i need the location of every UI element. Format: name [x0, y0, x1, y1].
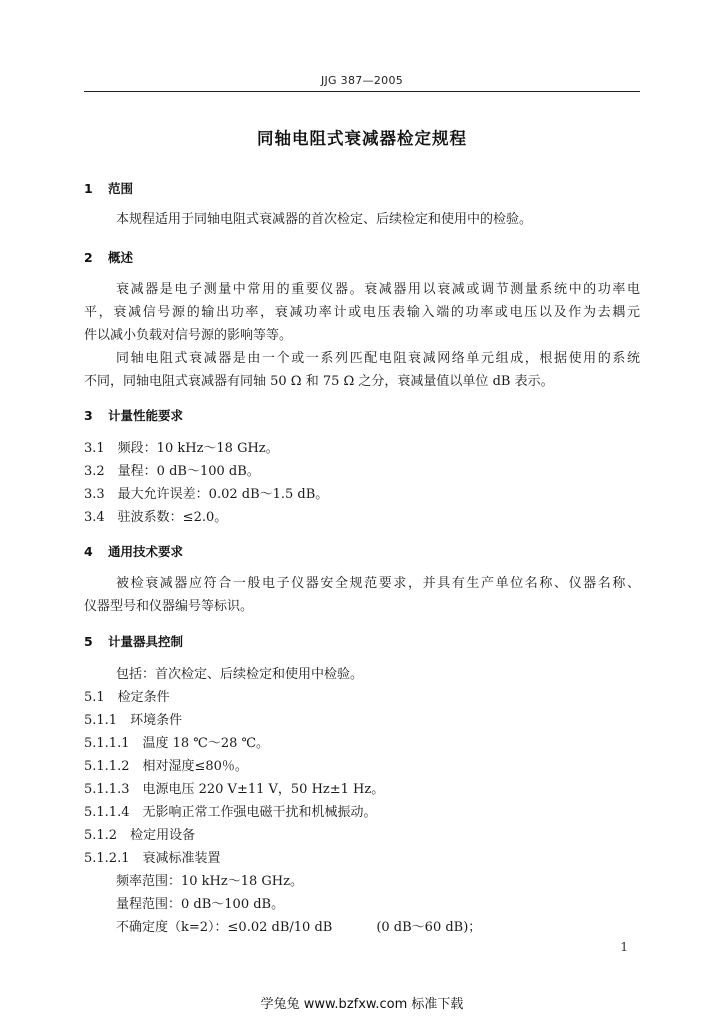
clause-5-1-2-1: 5.1.2.1 衰减标准装置	[84, 851, 221, 866]
paragraph-line: 同轴电阻式衰减器是由一个或一系列匹配电阻衰减网络单元组成，根据使用的系统	[116, 351, 640, 366]
document-code-header: JJG 387—2005	[320, 74, 404, 87]
section-title: 通用技术要求	[108, 544, 184, 559]
footer-watermark[interactable]: 学兔兔 www.bzfxw.com 标准下载	[260, 997, 464, 1012]
paragraph-line: 不同，同轴电阻式衰减器有同轴 50 Ω 和 75 Ω 之分，衰减量值以单位 dB 表示。	[84, 374, 554, 389]
paragraph-line: 被检衰减器应符合一般电子仪器安全规范要求，并具有生产单位名称、仪器名称、	[116, 576, 640, 591]
clause-5-1-1-1: 5.1.1.1 温度 18 ℃～28 ℃。	[84, 736, 270, 751]
clause-5-1: 5.1 检定条件	[84, 690, 170, 705]
paragraph-line: 仪器型号和仪器编号等标识。	[84, 599, 254, 614]
section-title: 计量器具控制	[108, 634, 184, 649]
clause-5-1-1-2: 5.1.1.2 相对湿度≤80％。	[84, 759, 248, 774]
section-2-heading	[84, 250, 133, 266]
paragraph-line: 件以减小负载对信号源的影响等等。	[84, 328, 293, 343]
uncertainty-line	[116, 920, 481, 936]
header-rule	[84, 91, 640, 92]
section-number: 3	[84, 408, 93, 423]
section-number: 2	[84, 250, 93, 265]
clause-5-1-1-3: 5.1.1.3 电源电压 220 V±11 V，50 Hz±1 Hz。	[84, 782, 385, 797]
paragraph-line: 平，衰减信号源的输出功率，衰减功率计或电压表输入端的功率或电压以及作为去耦元	[84, 305, 640, 320]
document-title: 同轴电阻式衰减器检定规程	[257, 129, 467, 148]
spec-item: 3.1 频段：10 kHz～18 GHz。	[84, 441, 279, 456]
section-title: 计量性能要求	[108, 408, 184, 423]
section-title: 概述	[108, 250, 134, 265]
section-1-heading	[84, 181, 133, 197]
spec-item: 3.2 量程：0 dB～100 dB。	[84, 464, 260, 479]
clause-5-1-1: 5.1.1 环境条件	[84, 713, 183, 728]
paragraph-line: 衰减器是电子测量中常用的重要仪器。衰减器用以衰减或调节测量系统中的功率电	[116, 282, 640, 297]
section-5-intro: 包括：首次检定、后续检定和使用中检验。	[116, 667, 364, 682]
section-number: 4	[84, 544, 93, 559]
section-title: 范围	[108, 181, 134, 196]
section-number: 5	[84, 634, 93, 649]
section-5-heading	[84, 634, 183, 650]
section-3-heading	[84, 408, 183, 424]
section-4-heading	[84, 544, 183, 560]
frequency-range: 频率范围：10 kHz～18 GHz。	[116, 874, 303, 889]
page-number: 1	[620, 940, 628, 954]
spec-item: 3.4 驻波系数：≤2.0。	[84, 510, 228, 525]
measurement-range: 量程范围：0 dB～100 dB。	[116, 897, 285, 912]
spec-item: 3.3 最大允许误差：0.02 dB～1.5 dB。	[84, 487, 329, 502]
section-1-text: 本规程适用于同轴电阻式衰减器的首次检定、后续检定和使用中的检验。	[116, 212, 533, 227]
uncertainty-range: (0 dB～60 dB)；	[376, 920, 482, 935]
clause-5-1-2: 5.1.2 检定用设备	[84, 828, 196, 843]
section-number: 1	[84, 181, 93, 196]
uncertainty-value: 不确定度（k=2）：≤0.02 dB/10 dB	[116, 920, 333, 935]
clause-5-1-1-4: 5.1.1.4 无影响正常工作强电磁干扰和机械振动。	[84, 805, 377, 820]
